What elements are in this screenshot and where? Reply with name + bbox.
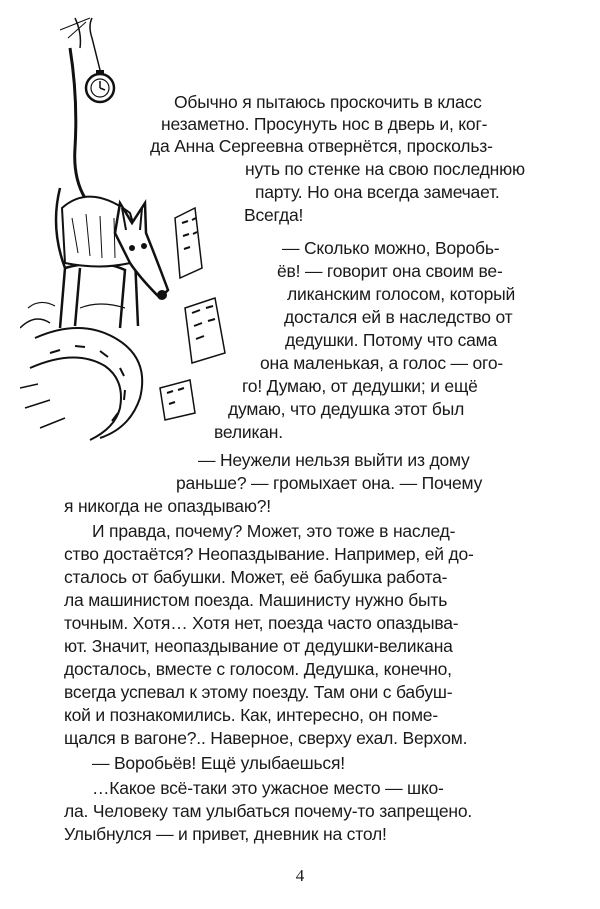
- text-line: нуть по стенке на свою последнюю: [245, 159, 525, 179]
- page-number: 4: [295, 866, 305, 885]
- text-line: незаметно. Просунуть нос в дверь и, ког-: [161, 114, 488, 134]
- text-line: всегда успевал к этому поезду. Там они с бабуш-: [64, 682, 453, 702]
- text-line: парту. Но она всегда замечает.: [255, 182, 500, 202]
- text-line: досталось, вместе с голосом. Дедушка, конечно,: [64, 659, 452, 679]
- text-line: ство достаётся? Неопаздывание. Например, ей до-: [64, 544, 474, 564]
- text-line: Всегда!: [244, 205, 304, 225]
- text-line: ла. Человеку там улыбаться почему-то запрещено.: [64, 801, 473, 821]
- text-line: сталось от бабушки. Может, её бабушка работа-: [64, 567, 448, 587]
- text-line: точным. Хотя… Хотя нет, поезда часто опаздыва-: [64, 613, 459, 633]
- text-line: раньше? — громыхает она. — Почему: [176, 473, 483, 493]
- text-line: да Анна Сергеевна отвернётся, проскольз-: [150, 136, 493, 156]
- text-line: Улыбнулся — и привет, дневник на стол!: [64, 824, 387, 844]
- text-line: ют. Значит, неопаздывание от дедушки-великана: [64, 636, 453, 656]
- text-line: ла машинистом поезда. Машинисту нужно быть: [64, 590, 448, 610]
- text-line: кой и познакомились. Как, интересно, он поме-: [64, 705, 438, 725]
- dog-with-clock-illustration: [20, 8, 235, 448]
- text-line: — Сколько можно, Воробь-: [282, 238, 500, 258]
- text-line: дедушки. Потому что сама: [285, 330, 498, 350]
- text-line: она маленькая, а голос — ого-: [260, 353, 504, 373]
- text-line: ликанским голосом, который: [287, 284, 516, 304]
- text-line: го! Думаю, от дедушки; и ещё: [242, 376, 478, 396]
- text-line: я никогда не опаздываю?!: [64, 496, 271, 516]
- text-line: — Воробьёв! Ещё улыбаешься!: [92, 753, 345, 773]
- text-line: …Какое всё-таки это ужасное место — шко-: [92, 778, 444, 798]
- text-line: великан.: [214, 422, 283, 442]
- text-line: щался в вагоне?.. Наверное, сверху ехал. Верхом.: [64, 728, 468, 748]
- text-line: думаю, что дедушка этот был: [228, 399, 465, 419]
- text-line: — Неужели нельзя выйти из дому: [198, 450, 470, 470]
- text-line: Обычно я пытаюсь проскочить в класс: [174, 92, 482, 112]
- text-line: ёв! — говорит она своим ве-: [277, 261, 503, 281]
- text-line: достался ей в наследство от: [284, 307, 513, 327]
- text-line: И правда, почему? Может, это тоже в наслед-: [92, 521, 456, 541]
